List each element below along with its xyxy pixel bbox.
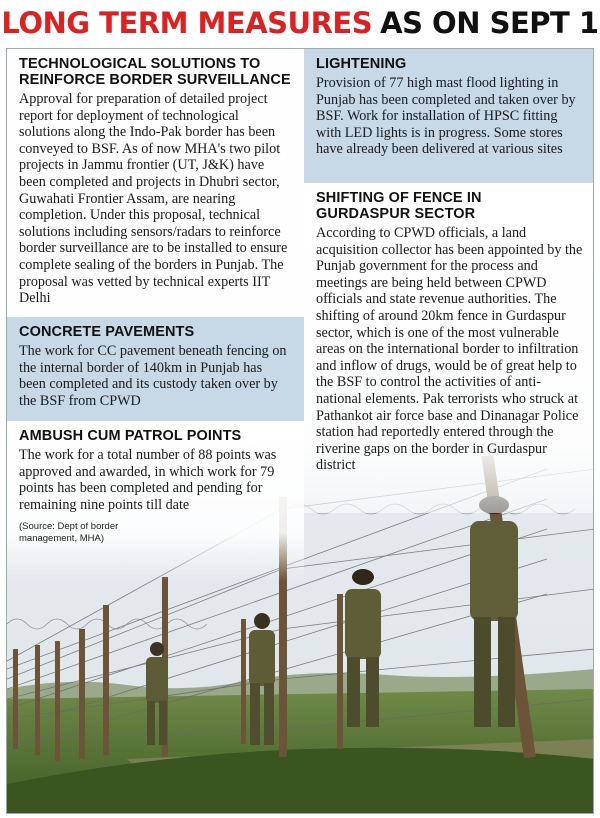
ambush-points-body: The work for a total number of 88 points was approved and awarded, in which work for 79 points has been completed and pending for remaining nine points till date: [19, 447, 277, 513]
ambush-points-title: AMBUSH CUM PATROL POINTS: [19, 428, 242, 444]
tech-title-line1: TECHNOLOGICAL SOLUTIONS TO: [19, 56, 261, 72]
concrete-pavements-section: [7, 317, 304, 421]
headline-black: AS ON SEPT 1: [380, 6, 599, 40]
fence-shifting-title: [316, 190, 583, 222]
source-note: [19, 521, 292, 545]
lightening-section: [304, 49, 594, 183]
ambush-points-section: [7, 421, 304, 581]
tech-title-line2: REINFORCE BORDER SURVEILLANCE: [19, 72, 291, 88]
fence-shifting-body: According to CPWD officials, a land acquisition collector has been appointed by the Punjab government for the process and meetings are being held between CPWD officials and state revenue authorities. The shifting of around 20km fence in Gurdaspur sector, which is one of the most vulnerable areas on the international border to infiltration and inflow of drugs, would be of great help to the BSF to control the activities of anti-national elements. Pak terrorists who struck at Pathankot air force base and Dinanagar Police station had reportedly entered through the riverine gaps on the border in Gurdaspur district: [316, 225, 583, 474]
tech-solutions-body: Approval for preparation of detailed project report for deployment of technological solutions along the Indo-Pak border has been conveyed to BSF. As of now MHA's two pilot projects in Jammu frontier (UT, J&K) have been completed and projects in Dhubri sector, Guwahati Frontier Assam, are nearing completion. Under this proposal, technical solutions including sensors/radars to reinforce border surveillance are to be installed to ensure complete sealing of the borders in Punjab. The proposal was vetted by technical experts IIT Delhi: [19, 91, 288, 307]
tech-solutions-section: [7, 49, 304, 317]
concrete-pavements-body: The work for CC pavement beneath fencing on the internal border of 140km in Punjab has been completed and its custody taken over by the BSF from CPWD: [19, 343, 287, 409]
concrete-pavements-title: CONCRETE PAVEMENTS: [19, 324, 195, 340]
headline-red: LONG TERM MEASURES: [1, 6, 373, 40]
fence-title-line2: GURDASPUR SECTOR: [316, 206, 476, 222]
source-line1: (Source: Dept of border: [19, 521, 119, 533]
lightening-body: Provision of 77 high mast flood lighting in Punjab has been completed and taken over by BSF. Work for installation of HPSC fitting with LED lights is in progress. Some stores have already been delivered at various sites: [316, 75, 576, 158]
headline: [0, 0, 600, 46]
fence-shifting-section: [304, 183, 594, 513]
lightening-title: LIGHTENING: [316, 56, 407, 72]
infographic-panel: [6, 48, 594, 814]
source-line2: management, MHA): [19, 533, 105, 545]
fence-title-line1: SHIFTING OF FENCE IN: [316, 190, 482, 206]
tech-solutions-title: [19, 56, 292, 88]
